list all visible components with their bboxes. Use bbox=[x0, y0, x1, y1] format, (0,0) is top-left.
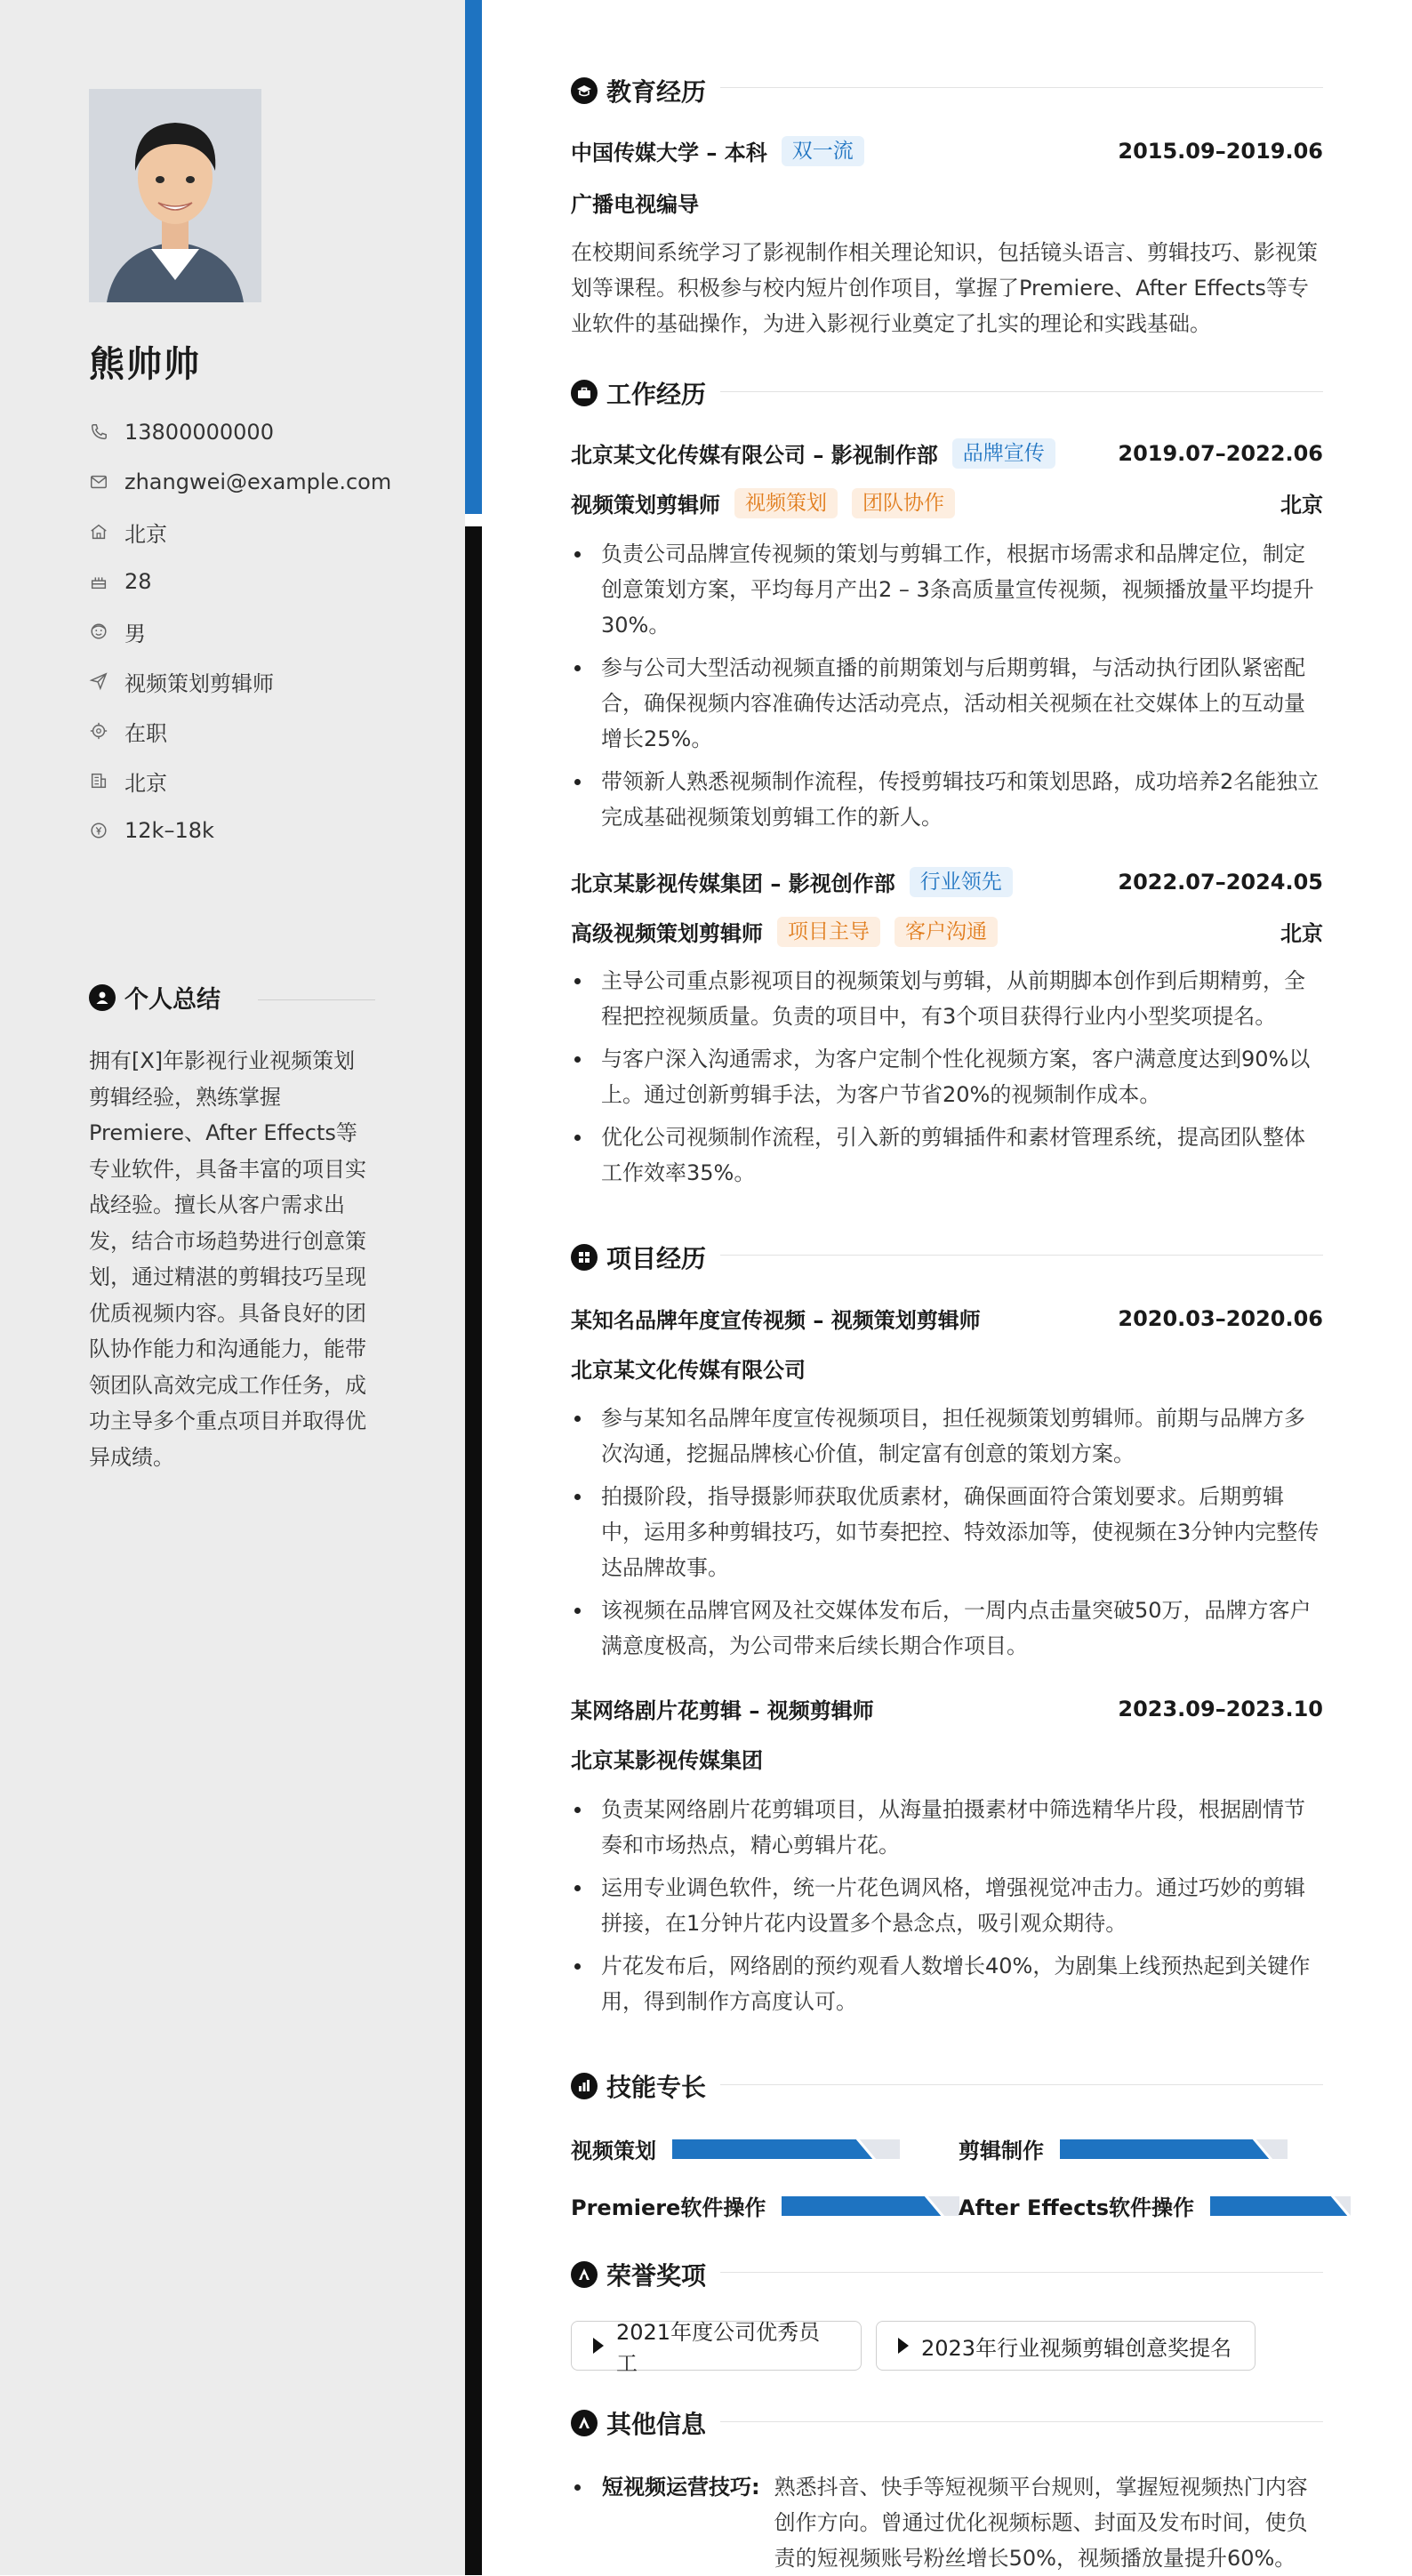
skill-2-bar bbox=[1060, 2139, 1288, 2159]
play-icon bbox=[898, 2338, 909, 2354]
skill-3-bar bbox=[782, 2196, 959, 2216]
send-icon bbox=[89, 671, 108, 691]
project-1-date: 2020.03–2020.06 bbox=[1118, 1305, 1323, 1331]
info-city bbox=[89, 756, 391, 806]
honors-rule bbox=[720, 2272, 1323, 2273]
job-1-company-tag: 品牌宣传 bbox=[952, 438, 1055, 469]
info-salary bbox=[89, 806, 391, 855]
major-name: 广播电视编导 bbox=[571, 192, 699, 217]
project-1-header bbox=[571, 1303, 1323, 1334]
project-2-header bbox=[571, 1693, 1323, 1724]
job-1-tag-2: 团队协作 bbox=[852, 488, 955, 518]
job-2-tag-2: 客户沟通 bbox=[895, 917, 998, 947]
skill-4-bar bbox=[1210, 2196, 1351, 2216]
list-item: 参与某知名品牌年度宣传视频项目，担任视频策划剪辑师。前期与品牌方多次沟通，挖掘品牌核心价值，制定富有创意的策划方案。 bbox=[571, 1400, 1323, 1472]
job-2-position: 高级视频策划剪辑师 bbox=[571, 921, 763, 946]
list-item: 运用专业调色软件，统一片花色调风格，增强视觉冲击力。通过巧妙的剪辑拼接，在1分钟片花内设置多个悬念点，吸引观众期待。 bbox=[571, 1870, 1323, 1941]
list-item: 带领新人熟悉视频制作流程，传授剪辑技巧和策划思路，成功培养2名能独立完成基础视频策划剪辑工作的新人。 bbox=[571, 764, 1323, 835]
job-2-tag-1: 项目主导 bbox=[777, 917, 880, 947]
project-1-org: 北京某文化传媒有限公司 bbox=[571, 1358, 806, 1383]
education-title: 教育经历 bbox=[606, 77, 707, 107]
work-title: 工作经历 bbox=[606, 380, 707, 409]
face-icon bbox=[89, 622, 108, 641]
building-icon bbox=[89, 771, 108, 790]
skill-2 bbox=[959, 2133, 1288, 2164]
skill-1-name: 视频策划 bbox=[571, 2139, 656, 2163]
phone-value: 13800000000 bbox=[124, 420, 274, 445]
job-1-city: 北京 bbox=[1280, 493, 1323, 518]
grid-icon bbox=[571, 1244, 598, 1271]
projects-rule bbox=[720, 1255, 1323, 1256]
user-icon bbox=[89, 984, 116, 1011]
projects-heading bbox=[571, 1240, 706, 1275]
education-header bbox=[571, 135, 1323, 166]
salary-value: 12k–18k bbox=[124, 818, 214, 843]
info-position bbox=[89, 656, 391, 706]
work-rule bbox=[720, 391, 1323, 392]
award-item-2 bbox=[876, 2321, 1256, 2371]
list-item: 与客户深入沟通需求，为客户定制个性化视频方案，客户满意度达到90%以上。通过创新剪辑手法，为客户节省20%的视频制作成本。 bbox=[571, 1041, 1323, 1112]
job-2-date: 2022.07–2024.05 bbox=[1118, 869, 1323, 895]
other-item bbox=[571, 2469, 1323, 2576]
job-1-position-row bbox=[571, 487, 1323, 518]
info-phone bbox=[89, 407, 391, 457]
award-1-label: 2021年度公司优秀员工 bbox=[616, 2320, 821, 2376]
honors-heading bbox=[571, 2257, 706, 2292]
summary-text: 拥有[X]年影视行业视频策划剪辑经验，熟练掌握Premiere、After Effects等专业软件，具备丰富的项目实战经验。擅长从客户需求出发，结合市场趋势进行创意策划，通过精湛的剪辑技巧呈现优质视频内容。具备良好的团队协作能力和沟通能力，能带领团队高效完成工作任务，成功主导多个重点项目并取得优异成绩。 bbox=[89, 1048, 366, 1470]
mail-icon bbox=[89, 472, 108, 492]
candidate-name: 熊帅帅 bbox=[89, 344, 201, 385]
job-1-bullets bbox=[571, 536, 1323, 842]
project-1-org-row bbox=[571, 1352, 1323, 1384]
skill-4-name: After Effects软件操作 bbox=[959, 2195, 1195, 2220]
school-tag: 双一流 bbox=[782, 136, 864, 166]
skill-2-fill bbox=[1060, 2139, 1256, 2159]
list-item: 参与公司大型活动视频直播的前期策划与后期剪辑，与活动执行团队紧密配合，确保视频内容准确传达活动亮点，活动相关视频在社交媒体上的互动量增长25%。 bbox=[571, 650, 1323, 757]
bar-chart-icon bbox=[571, 2073, 598, 2099]
job-1-date: 2019.07–2022.06 bbox=[1118, 440, 1323, 466]
project-2-date: 2023.09–2023.10 bbox=[1118, 1696, 1323, 1721]
skill-3-name: Premiere软件操作 bbox=[571, 2195, 766, 2220]
contact-info-list bbox=[89, 407, 391, 855]
play-icon bbox=[593, 2338, 604, 2354]
skill-4-fill bbox=[1210, 2196, 1334, 2216]
list-item: 优化公司视频制作流程，引入新的剪辑插件和素材管理系统，提高团队整体工作效率35%。 bbox=[571, 1119, 1323, 1191]
project-2-name: 某网络剧片花剪辑 – 视频剪辑师 bbox=[571, 1698, 874, 1723]
cake-icon bbox=[89, 572, 108, 591]
skill-2-name: 剪辑制作 bbox=[959, 2139, 1044, 2163]
project-1-bullets bbox=[571, 1400, 1323, 1671]
award-item-1 bbox=[571, 2320, 862, 2376]
other-label: 短视频运营技巧: bbox=[602, 2475, 760, 2500]
job-2-company: 北京某影视传媒集团 – 影视创作部 bbox=[571, 871, 895, 896]
skill-1 bbox=[571, 2133, 900, 2164]
status-value: 在职 bbox=[124, 720, 167, 746]
city-value: 北京 bbox=[124, 770, 167, 796]
salary-icon bbox=[89, 821, 108, 840]
project-2-org: 北京某影视传媒集团 bbox=[571, 1748, 763, 1773]
skills-rule bbox=[720, 2084, 1323, 2085]
work-heading bbox=[571, 375, 706, 411]
other-title: 其他信息 bbox=[606, 2410, 707, 2439]
skill-1-bar bbox=[672, 2139, 900, 2159]
job-2-company-tag: 行业领先 bbox=[910, 867, 1013, 897]
info-location bbox=[89, 507, 391, 557]
education-date: 2015.09–2019.06 bbox=[1118, 138, 1323, 164]
job-2-city: 北京 bbox=[1280, 921, 1323, 946]
skill-3-fill bbox=[782, 2196, 927, 2216]
education-rule bbox=[720, 87, 1323, 88]
info-badge-icon bbox=[571, 2410, 598, 2436]
other-rule bbox=[720, 2421, 1323, 2422]
info-email bbox=[89, 457, 391, 507]
other-heading bbox=[571, 2405, 706, 2441]
education-description: 在校期间系统学习了影视制作相关理论知识，包括镜头语言、剪辑技巧、影视策划等课程。积极参与校内短片创作项目，掌握了Premiere、After Effects等专业软件的基础操作，为进入影视行业奠定了扎实的理论和实践基础。 bbox=[571, 240, 1318, 336]
award-2-label: 2023年行业视频剪辑创意奖提名 bbox=[921, 2335, 1232, 2361]
home-icon bbox=[89, 522, 108, 542]
job-1-header bbox=[571, 437, 1323, 469]
award-icon bbox=[571, 2261, 598, 2288]
major-row bbox=[571, 187, 1323, 218]
project-2-org-row bbox=[571, 1743, 1323, 1774]
job-2-bullets bbox=[571, 963, 1323, 1198]
list-item: 该视频在品牌官网及社交媒体发布后，一周内点击量突破50万，品牌方客户满意度极高，为公司带来后续长期合作项目。 bbox=[571, 1593, 1323, 1664]
job-1-tag-1: 视频策划 bbox=[734, 488, 838, 518]
skill-3 bbox=[571, 2190, 959, 2221]
projects-title: 项目经历 bbox=[606, 1244, 707, 1273]
bullet-dot bbox=[574, 2484, 581, 2491]
email-value: zhangwei@example.com bbox=[124, 469, 392, 494]
graduation-cap-icon bbox=[571, 77, 598, 104]
skills-title: 技能专长 bbox=[606, 2073, 707, 2102]
info-age bbox=[89, 557, 391, 606]
skills-heading bbox=[571, 2068, 706, 2104]
dark-divider bbox=[465, 526, 482, 2575]
list-item: 主导公司重点影视项目的视频策划与剪辑，从前期脚本创作到后期精剪，全程把控视频质量。负责的项目中，有3个项目获得行业内小型奖项提名。 bbox=[571, 963, 1323, 1034]
summary-title: 个人总结 bbox=[124, 986, 221, 1014]
project-1-name: 某知名品牌年度宣传视频 – 视频策划剪辑师 bbox=[571, 1308, 981, 1333]
school-name: 中国传媒大学 – 本科 bbox=[571, 140, 767, 165]
phone-icon bbox=[89, 422, 108, 442]
list-item: 负责某网络剧片花剪辑项目，从海量拍摄素材中筛选精华片段，根据剧情节奏和市场热点，精心剪辑片花。 bbox=[571, 1792, 1323, 1863]
project-2-bullets bbox=[571, 1792, 1323, 2026]
summary-heading bbox=[89, 980, 221, 1015]
profile-photo bbox=[89, 89, 261, 302]
info-gender bbox=[89, 606, 391, 656]
list-item: 拍摄阶段，指导摄影师获取优质素材，确保画面符合策划要求。后期剪辑中，运用多种剪辑技巧，如节奏把控、特效添加等，使视频在3分钟内完整传达品牌故事。 bbox=[571, 1479, 1323, 1585]
accent-divider bbox=[465, 0, 482, 514]
skill-4 bbox=[959, 2190, 1351, 2221]
location-value: 北京 bbox=[124, 521, 167, 547]
age-value: 28 bbox=[124, 569, 152, 594]
other-text: 熟悉抖音、快手等短视频平台规则，掌握短视频热门内容创作方向。曾通过优化视频标题、封面及发布时间，使负责的短视频账号粉丝增长50%，视频播放量提升60%。 bbox=[774, 2475, 1308, 2571]
gender-value: 男 bbox=[124, 621, 146, 646]
list-item: 片花发布后，网络剧的预约观看人数增长40%，为剧集上线预热起到关键作用，得到制作方高度认可。 bbox=[571, 1948, 1323, 2019]
job-1-position: 视频策划剪辑师 bbox=[571, 493, 720, 518]
info-status bbox=[89, 706, 391, 756]
briefcase-icon bbox=[571, 380, 598, 406]
summary-rule bbox=[258, 999, 375, 1000]
job-2-header bbox=[571, 866, 1323, 897]
list-item: 负责公司品牌宣传视频的策划与剪辑工作，根据市场需求和品牌定位，制定创意策划方案，平均每月产出2 – 3条高质量宣传视频，视频播放量平均提升30%。 bbox=[571, 536, 1323, 643]
skill-1-fill bbox=[672, 2139, 859, 2159]
status-icon bbox=[89, 721, 108, 741]
job-1-company: 北京某文化传媒有限公司 – 影视制作部 bbox=[571, 443, 938, 468]
honors-title: 荣誉奖项 bbox=[606, 2261, 707, 2291]
job-2-position-row bbox=[571, 916, 1323, 947]
position-value: 视频策划剪辑师 bbox=[124, 670, 274, 696]
education-heading bbox=[571, 73, 706, 108]
